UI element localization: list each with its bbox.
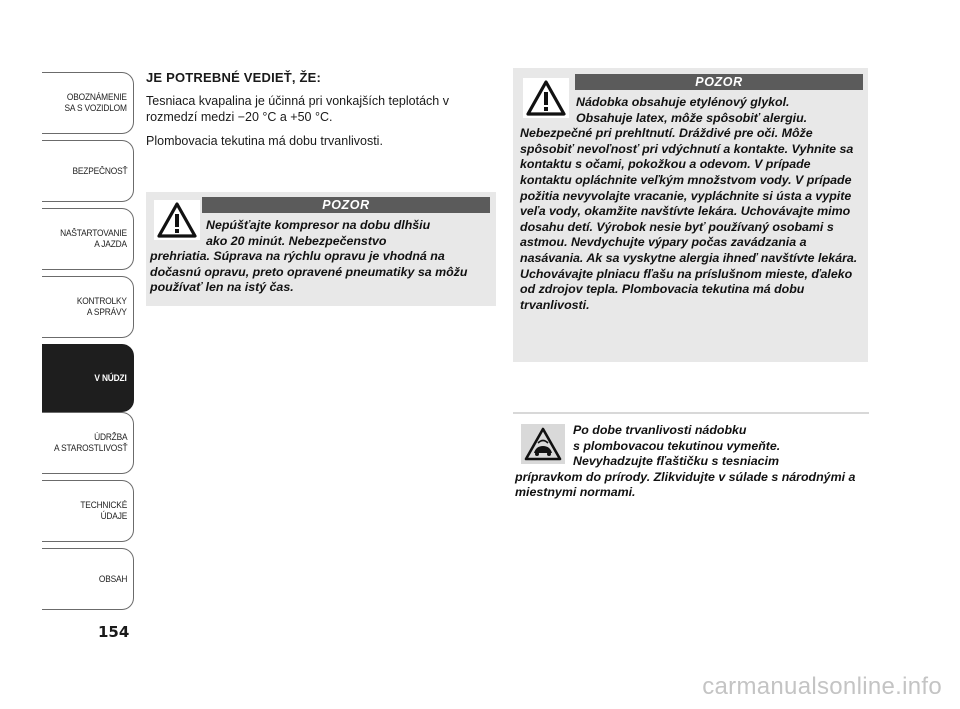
warning-body: prehriatia. Súprava na rýchlu opravu je vhodná na dočasnú opravu, preto opravené pneumatiky sa môžu používať len na istý čas.: [150, 249, 468, 295]
warning-title: POZOR: [202, 197, 490, 213]
tab-label: KONTROLKY A SPRÁVY: [77, 296, 127, 318]
warning-lead-line: Obsahuje latex, môže spôsobiť alergiu.: [576, 110, 808, 125]
warning-box-sealant: [513, 68, 868, 362]
tab-label: ÚDRŽBA A STAROSTLIVOSŤ: [53, 432, 128, 454]
env-lead-line: Po dobe trvanlivosti nádobku: [573, 423, 747, 437]
section-heading: JE POTREBNÉ VEDIEŤ, ŽE:: [146, 70, 322, 85]
tab-nastartovanie[interactable]: [42, 208, 134, 270]
warning-body: Nebezpečné pri prehltnutí. Dráždivé pre oči. Môže spôsobiť nevoľnosť pri vdýchnutí a kontakte. Vyhnite sa kontaktu s očami, pokožkou a odevom. V prípade kontaktu opláchnite veľkým množstvom vody. V prípade požitia nevyvolajte vracanie, vypláchnite si ústa a vypite veľa vody, okamžite navštívte lekára. Uchovávajte mimo dosahu detí. Výrobok nesie byť používaný osobami s astmou. Nevdychujte výpary počas zavádzania a nasávania. Ak sa vyskytne alergia ihneď navštívte lekára. Uchovávajte plniacu fľašu na príslušnom mieste, ďaleko od zdrojov tepla. Plombovacia tekutina má dobu trvanlivosti.: [520, 126, 858, 312]
tab-technicke-udaje[interactable]: [42, 480, 134, 542]
tab-oboznamenie[interactable]: [42, 72, 134, 134]
warning-text: [520, 95, 865, 313]
warning-lead-line: Nádobka obsahuje etylénový glykol.: [576, 95, 790, 109]
warning-lead-line: ako 20 minút. Nebezpečenstvo: [206, 233, 387, 248]
environment-text: [515, 423, 865, 501]
environment-note: [513, 412, 869, 512]
tab-label: OBSAH: [98, 573, 127, 585]
main-text: [146, 70, 496, 157]
watermark: carmanualsonline.info: [702, 673, 942, 700]
paragraph: Tesniaca kvapalina je účinná pri vonkajších teplotách v rozmedzí medzi −20 °C a +50 °C.: [146, 94, 449, 124]
tab-kontrolky[interactable]: [42, 276, 134, 338]
tab-label: NAŠTARTOVANIE A JAZDA: [60, 228, 127, 250]
warning-box-compressor: [146, 192, 496, 306]
env-body: prípravkom do prírody. Zlikvidujte v súlade s národnými a miestnymi normami.: [515, 469, 856, 500]
warning-lead-line: Nepúšťajte kompresor na dobu dlhšiu: [206, 218, 431, 232]
page-number: 154: [98, 623, 130, 641]
tab-label: OBOZNÁMENIE SA S VOZIDLOM: [64, 92, 127, 114]
env-lead-line: Nevyhadzujte fľaštičku s tesniacim: [573, 454, 779, 469]
warning-title: POZOR: [575, 74, 863, 90]
tab-obsah[interactable]: [42, 548, 134, 610]
paragraph: Plombovacia tekutina má dobu trvanlivosti.: [146, 134, 383, 148]
warning-text: [150, 218, 492, 296]
tab-label: TECHNICKÉ ÚDAJE: [80, 500, 127, 522]
tab-udrzba[interactable]: [42, 412, 134, 474]
tab-bezpecnost[interactable]: [42, 140, 134, 202]
tab-label: V NÚDZI: [94, 372, 127, 384]
tab-v-nudzi[interactable]: [42, 344, 134, 412]
env-lead-line: s plombovacou tekutinou vymeňte.: [573, 438, 781, 453]
tab-label: BEZPEČNOSŤ: [72, 165, 127, 177]
